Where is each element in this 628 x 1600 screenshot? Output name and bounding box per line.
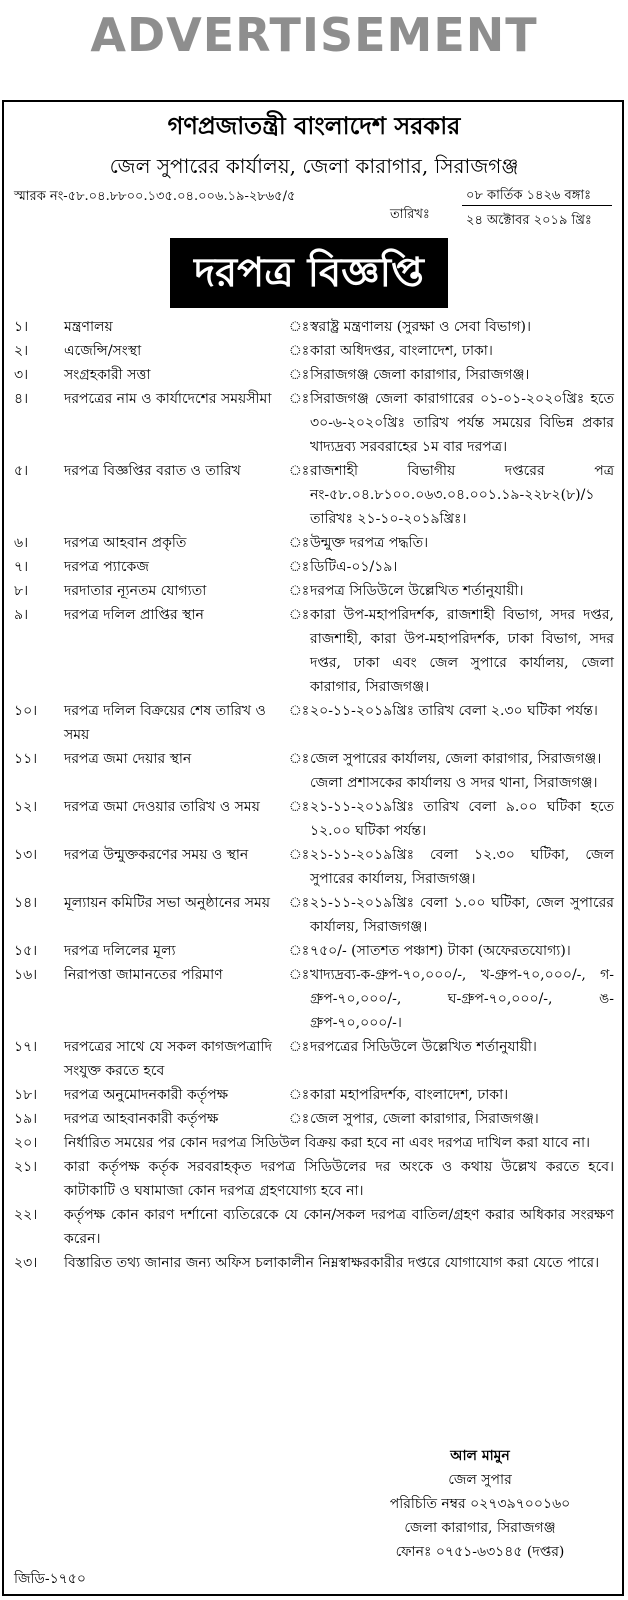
item-value	[310, 963, 614, 1035]
signatory-designation: জেল সুপার	[448, 1472, 512, 1488]
note-item	[14, 1155, 614, 1203]
item-number: ১৯।	[14, 1111, 38, 1127]
item-label: দরপত্র বিজ্ঞপ্তির বরাত ও তারিখ	[64, 463, 241, 479]
item-value-text: ৭৫০/- (সাতশত পঞ্চাশ) টাকা (অফেরতযোগ্য)।	[310, 943, 571, 959]
list-item	[14, 795, 614, 843]
signatory-name: আল মামুন	[450, 1448, 510, 1464]
note-text: কর্তৃপক্ষ কোন কারণ দর্শানো ব্যতিরেকে যে কোন/সকল দরপত্র বাতিল/গ্রহণ করার অধিকার সংরক্ষণ করেন।	[64, 1207, 614, 1247]
item-number: ১০।	[14, 703, 38, 719]
item-number: ১৩।	[14, 847, 38, 863]
item-value-text: স্বরাষ্ট্র মন্ত্রণালয় (সুরক্ষা ও সেবা বিভাগ)।	[310, 319, 531, 335]
item-colon: ঃ	[288, 895, 310, 911]
list-item	[14, 315, 614, 339]
date-english: ২৪ অক্টোবর ২০১৯ খ্রিঃ	[466, 213, 592, 228]
item-colon: ঃ	[288, 343, 310, 359]
item-number: ৮।	[14, 583, 29, 599]
signatory-office: জেলা কারাগার, সিরাজগঞ্জ	[404, 1520, 556, 1536]
item-number: ১৫।	[14, 943, 38, 959]
item-value-text: উন্মুক্ত দরপত্র পদ্ধতি।	[310, 535, 429, 551]
date-label: তারিখঃ	[390, 207, 430, 222]
list-item	[14, 603, 614, 699]
item-label: দরপত্র দলিল বিক্রয়ের শেষ তারিখ ও সময়	[64, 703, 266, 743]
item-colon: ঃ	[288, 391, 310, 407]
office-heading: জেল সুপারের কার্যালয়, জেলা কারাগার, সিরাজগঞ্জ	[109, 154, 519, 178]
list-item	[14, 1107, 614, 1131]
item-value-text: কারা উপ-মহাপরিদর্শক, রাজশাহী বিভাগ, সদর দপ্তর, রাজশাহী, কারা উপ-মহাপরিদর্শক, ঢাকা বিভাগ, সদর দপ্তর, ঢাকা এবং জেল সুপারে কার্যালয়, জেলা কারাগার, সিরাজগঞ্জ।	[310, 607, 614, 695]
item-value	[310, 747, 614, 795]
note-item	[14, 1203, 614, 1251]
item-colon: ঃ	[288, 943, 310, 959]
item-label: মন্ত্রণালয়	[64, 319, 113, 335]
item-value	[310, 795, 614, 843]
item-label: দরপত্র উন্মুক্তকরণের সময় ও স্থান	[64, 847, 249, 863]
item-colon: ঃ	[288, 703, 310, 719]
item-label: সংগ্রহকারী সত্তা	[64, 367, 151, 383]
item-colon: ঃ	[288, 1087, 310, 1103]
signatory-id: পরিচিতি নম্বর ০২৭৩৯৭০০১৬০	[389, 1496, 571, 1512]
item-colon: ঃ	[288, 751, 310, 767]
item-value	[310, 459, 614, 531]
item-number: ৯।	[14, 607, 29, 623]
list-item	[14, 1083, 614, 1107]
list-item	[14, 891, 614, 939]
item-value-text: ২১-১১-২০১৯খ্রিঃ বেলা ১২.৩০ ঘটিকা, জেল সুপারের কার্যালয়, সিরাজগঞ্জ।	[310, 847, 614, 887]
signature-block	[360, 1444, 600, 1564]
note-item	[14, 1131, 614, 1155]
item-value-text: ২১-১১-২০১৯খ্রিঃ বেলা ১.০০ ঘটিকা, জেল সুপারের কার্যালয়, সিরাজগঞ্জ।	[310, 895, 614, 935]
item-value	[310, 315, 614, 339]
item-value-text: জেল সুপার, জেলা কারাগার, সিরাজগঞ্জ।	[310, 1111, 539, 1127]
item-number: ৩।	[14, 367, 29, 383]
item-value	[310, 555, 614, 579]
item-number: ১৮।	[14, 1087, 38, 1103]
item-value-text: জেল সুপারের কার্যালয়, জেলা কারাগার, সিরাজগঞ্জ।	[310, 751, 602, 767]
item-label: দরপত্রের নাম ও কার্যাদেশের সময়সীমা	[64, 391, 272, 407]
item-value-text: কারা অধিদপ্তর, বাংলাদেশ, ঢাকা।	[310, 343, 493, 359]
government-heading: গণপ্রজাতন্ত্রী বাংলাদেশ সরকার	[167, 111, 461, 140]
item-value-text-secondary: জেলা প্রশাসকের কার্যালয় ও সদর থানা, সিরাজগঞ্জ।	[310, 775, 598, 791]
note-number: ২২।	[14, 1207, 38, 1223]
list-item	[14, 843, 614, 891]
item-number: ২।	[14, 343, 29, 359]
signatory-phone: ফোনঃ ০৭৫১-৬৩১৪৫ (দপ্তর)	[395, 1544, 565, 1560]
item-colon: ঃ	[288, 559, 310, 575]
item-value-text: কারা মহাপরিদর্শক, বাংলাদেশ, ঢাকা।	[310, 1087, 509, 1103]
item-value	[310, 603, 614, 699]
item-value	[310, 1035, 614, 1083]
item-label: এজেন্সি/সংস্থা	[64, 343, 142, 359]
item-value	[310, 1083, 614, 1107]
note-text: নির্ধারিত সময়ের পর কোন দরপত্র সিডিউল বিক্রয় করা হবে না এবং দরপত্র দাখিল করা যাবে না।	[64, 1135, 591, 1151]
item-number: ৭।	[14, 559, 29, 575]
list-item	[14, 459, 614, 531]
item-number: ১।	[14, 319, 29, 335]
item-colon: ঃ	[288, 319, 310, 335]
item-value-text: সিরাজগঞ্জ জেলা কারাগারের ০১-০১-২০২০খ্রিঃ হতে ৩০-৬-২০২০খ্রিঃ তারিখ পর্যন্ত সময়ের বিভিন্ন প্রকার খাদ্যদ্রব্য সরবরাহের ১ম বার দরপত্র।	[310, 391, 614, 455]
item-label: দরপত্র আহবানকারী কর্তৃপক্ষ	[64, 1111, 219, 1127]
gd-number: জিডি-১৭৫০	[14, 1571, 86, 1587]
item-number: ১১।	[14, 751, 38, 767]
item-value-text: খাদ্যদ্রব্য-ক-গ্রুপ-৭০,০০০/-, খ-গ্রুপ-৭০,০০০/-, গ-গ্রুপ-৭০,০০০/-, ঘ-গ্রুপ-৭০,০০০/-, ঙ-গ্রুপ-৭০,০০০/-।	[310, 967, 614, 1031]
item-value	[310, 699, 614, 747]
list-item	[14, 387, 614, 459]
list-item	[14, 963, 614, 1035]
item-value-text: ডিটিএ-০১/১৯।	[310, 559, 398, 575]
item-value	[310, 1107, 614, 1131]
note-item	[14, 1251, 614, 1275]
tender-items-list	[14, 315, 614, 1275]
item-number: ৫।	[14, 463, 29, 479]
item-value	[310, 339, 614, 363]
item-number: ১৬।	[14, 967, 38, 983]
list-item	[14, 579, 614, 603]
item-label: দরপত্র জমা দেওয়ার তারিখ ও সময়	[64, 799, 260, 815]
list-item	[14, 939, 614, 963]
item-value	[310, 579, 614, 603]
item-number: ৪।	[14, 391, 29, 407]
item-colon: ঃ	[288, 1111, 310, 1127]
list-item	[14, 699, 614, 747]
note-number: ২৩।	[14, 1255, 38, 1271]
item-label: দরপত্র আহবান প্রকৃতি	[64, 535, 187, 551]
item-value-text: দরপত্রের সিডিউলে উল্লেখিত শর্তানুযায়ী।	[310, 1039, 537, 1055]
item-value	[310, 939, 614, 963]
item-value	[310, 891, 614, 939]
item-value	[310, 363, 614, 387]
item-label: দরপত্র অনুমোদনকারী কর্তৃপক্ষ	[64, 1087, 229, 1103]
item-colon: ঃ	[288, 799, 310, 815]
item-number: ৬।	[14, 535, 29, 551]
note-text: কারা কর্তৃপক্ষ কর্তৃক সরবরাহকৃত দরপত্র সিডিউলের দর অংকে ও কথায় উল্লেখ করতে হবে। কাটাকাটি ও ঘষামাজা কোন দরপত্র গ্রহণযোগ্য হবে না।	[64, 1159, 614, 1199]
advertisement-banner: ADVERTISEMENT	[90, 8, 538, 62]
item-colon: ঃ	[288, 847, 310, 863]
list-item	[14, 339, 614, 363]
item-colon: ঃ	[288, 583, 310, 599]
item-label: দরপত্র প্যাকেজ	[64, 559, 149, 575]
item-number: ১৪।	[14, 895, 38, 911]
date-divider	[462, 205, 612, 206]
memo-number: স্মারক নং-৫৮.০৪.৮৮০০.১৩৫.০৪.০০৬.১৯-২৮৬৫/৫	[14, 189, 296, 204]
item-colon: ঃ	[288, 367, 310, 383]
list-item	[14, 555, 614, 579]
list-item	[14, 747, 614, 795]
date-bangla: ০৮ কার্তিক ১৪২৬ বঙ্গাঃ	[466, 188, 592, 203]
item-value-text: ২১-১১-২০১৯খ্রিঃ তারিখ বেলা ৯.০০ ঘটিকা হতে ১২.০০ ঘটিকা পর্যন্ত।	[310, 799, 614, 839]
item-colon: ঃ	[288, 607, 310, 623]
note-text: বিস্তারিত তথ্য জানার জন্য অফিস চলাকালীন নিম্নস্বাক্ষরকারীর দপ্তরে যোগাযোগ করা যেতে পারে।	[64, 1255, 600, 1271]
item-value-text: ২০-১১-২০১৯খ্রিঃ তারিখ বেলা ২.৩০ ঘটিকা পর্যন্ত।	[310, 703, 598, 719]
note-number: ২০।	[14, 1135, 38, 1151]
item-value-text: দরপত্র সিডিউলে উল্লেখিত শর্তানুযায়ী।	[310, 583, 524, 599]
item-value	[310, 843, 614, 891]
item-number: ১৭।	[14, 1039, 38, 1055]
list-item	[14, 531, 614, 555]
item-label: দরপত্র দলিলের মূল্য	[64, 943, 176, 959]
item-colon: ঃ	[288, 535, 310, 551]
item-label: মূল্যায়ন কমিটির সভা অনুষ্ঠানের সময়	[64, 895, 270, 911]
note-number: ২১।	[14, 1159, 38, 1175]
item-label: দরদাতার ন্যূনতম যোগ্যতা	[64, 583, 207, 599]
item-value-text: সিরাজগঞ্জ জেলা কারাগার, সিরাজগঞ্জ।	[310, 367, 530, 383]
item-label: দরপত্র দলিল প্রাপ্তির স্থান	[64, 607, 204, 623]
item-colon: ঃ	[288, 967, 310, 983]
item-value-text: রাজশাহী বিভাগীয় দপ্তরের পত্র নং-৫৮.০৪.৮১০০.০৬৩.০৪.০০১.১৯-২২৮২(৮)/১ তারিখঃ ২১-১০-২০১৯খ্রিঃ।	[310, 463, 614, 527]
list-item	[14, 363, 614, 387]
item-value	[310, 387, 614, 459]
item-colon: ঃ	[288, 463, 310, 479]
item-label: দরপত্র জমা দেয়ার স্থান	[64, 751, 192, 767]
item-number: ১২।	[14, 799, 38, 815]
item-label: দরপত্রের সাথে যে সকল কাগজপত্রাদি সংযুক্ত করতে হবে	[64, 1039, 272, 1079]
tender-notice-title: দরপত্র বিজ্ঞপ্তি	[170, 238, 448, 308]
item-colon: ঃ	[288, 1039, 310, 1055]
item-label: নিরাপত্তা জামানতের পরিমাণ	[64, 967, 223, 983]
item-value	[310, 531, 614, 555]
list-item	[14, 1035, 614, 1083]
